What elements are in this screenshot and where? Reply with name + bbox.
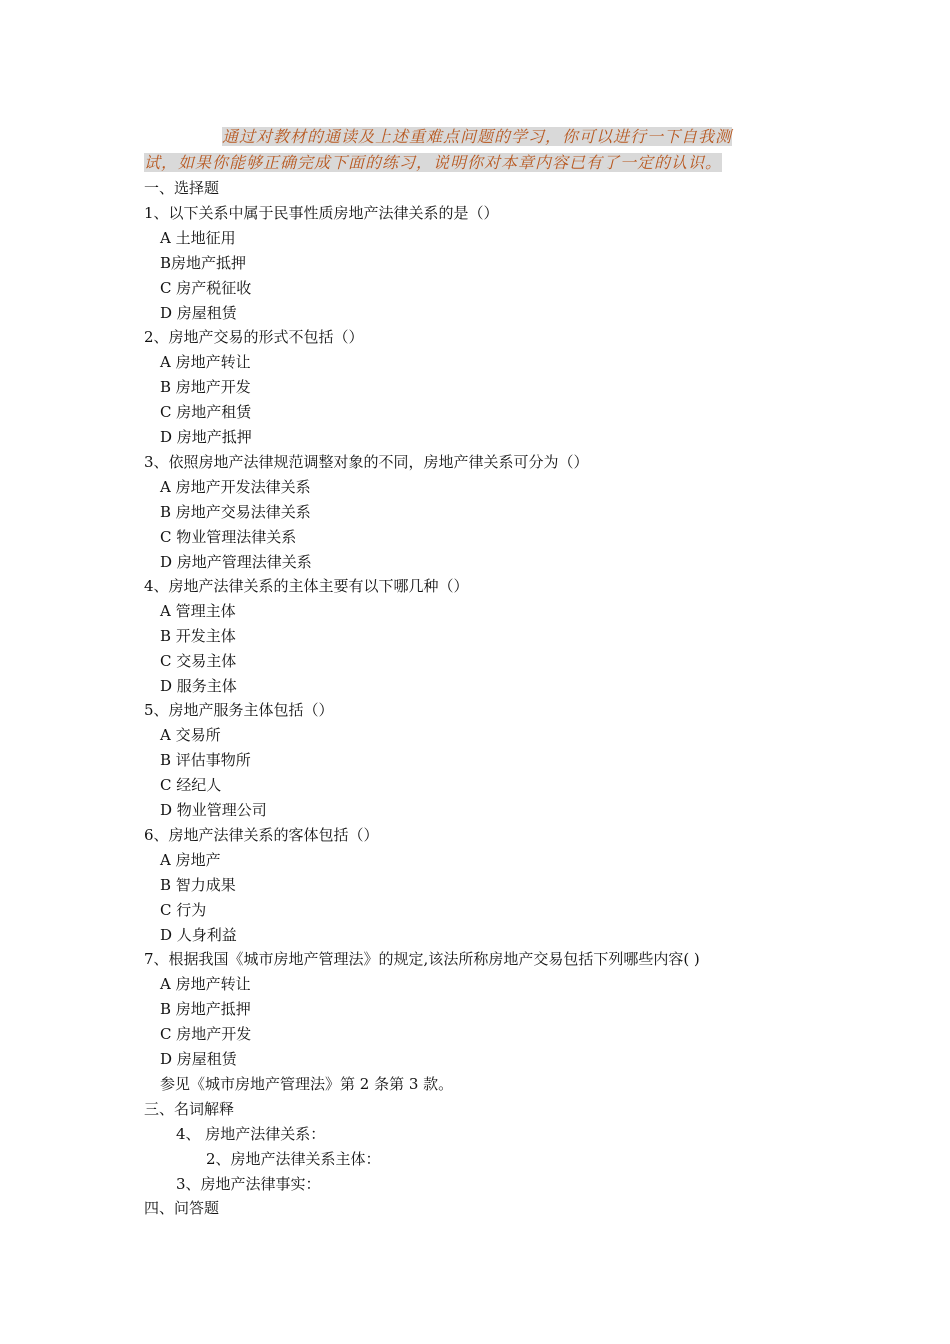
- option-c: C 房地产租赁: [160, 403, 252, 421]
- option-b: B 房地产交易法律关系: [160, 503, 311, 521]
- option-a: A 房地产转让: [160, 975, 251, 993]
- option-c: C 物业管理法律关系: [160, 528, 297, 546]
- question-stem: 7、根据我国《城市房地产管理法》的规定,该法所称房地产交易包括下列哪些内容( ): [144, 950, 700, 968]
- option-d: D 人身利益: [160, 926, 237, 944]
- option-d: D 服务主体: [160, 677, 237, 695]
- option-a: A 房地产转让: [160, 353, 251, 371]
- option-a: A 房地产: [160, 851, 221, 869]
- option-b: B 开发主体: [160, 627, 236, 645]
- term-item: 2、房地产法律关系主体：: [206, 1150, 381, 1168]
- intro-line-2: 试，如果你能够正确完成下面的练习，说明你对本章内容已有了一定的认识。: [144, 153, 723, 172]
- question-stem: 1、以下关系中属于民事性质房地产法律关系的是（）: [144, 204, 499, 222]
- option-a: A 房地产开发法律关系: [160, 478, 311, 496]
- option-d: D 房地产管理法律关系: [160, 553, 312, 571]
- option-c: C 房地产开发: [160, 1025, 252, 1043]
- option-a: A 交易所: [160, 726, 221, 744]
- option-d: D 房屋租赁: [160, 1050, 237, 1068]
- qa-heading: 四、问答题: [144, 1199, 220, 1217]
- option-d: D 物业管理公司: [160, 801, 267, 819]
- option-b: B 房地产开发: [160, 378, 251, 396]
- question-stem: 2、房地产交易的形式不包括（）: [144, 328, 364, 346]
- option-c: C 经纪人: [160, 776, 222, 794]
- question-stem: 4、房地产法律关系的主体主要有以下哪几种（）: [144, 577, 469, 595]
- option-b: B 评估事物所: [160, 751, 251, 769]
- option-c: C 房产税征收: [160, 279, 252, 297]
- question-stem: 5、房地产服务主体包括（）: [144, 701, 334, 719]
- choice-heading: 一、选择题: [144, 179, 220, 197]
- question-stem: 6、房地产法律关系的客体包括（）: [144, 826, 379, 844]
- option-d: D 房地产抵押: [160, 428, 252, 446]
- term-item: 4、 房地产法律关系：: [176, 1125, 326, 1143]
- terms-heading: 三、名词解释: [144, 1100, 235, 1118]
- option-c: C 交易主体: [160, 652, 237, 670]
- term-item: 3、房地产法律事实：: [176, 1175, 321, 1193]
- option-a: A 土地征用: [160, 229, 236, 247]
- question-stem: 3、依照房地产法律规范调整对象的不同，房地产律关系可分为（）: [144, 453, 589, 471]
- intro-paragraph: [144, 124, 814, 176]
- option-c: C 行为: [160, 901, 207, 919]
- intro-line-1: 通过对教材的通读及上述重难点问题的学习，你可以进行一下自我测: [222, 127, 733, 146]
- reference-note: 参见《城市房地产管理法》第 2 条第 3 款。: [160, 1075, 454, 1093]
- option-b: B 房地产抵押: [160, 1000, 251, 1018]
- option-a: A 管理主体: [160, 602, 236, 620]
- option-b: B房地产抵押: [160, 254, 247, 272]
- option-d: D 房屋租赁: [160, 304, 237, 322]
- option-b: B 智力成果: [160, 876, 236, 894]
